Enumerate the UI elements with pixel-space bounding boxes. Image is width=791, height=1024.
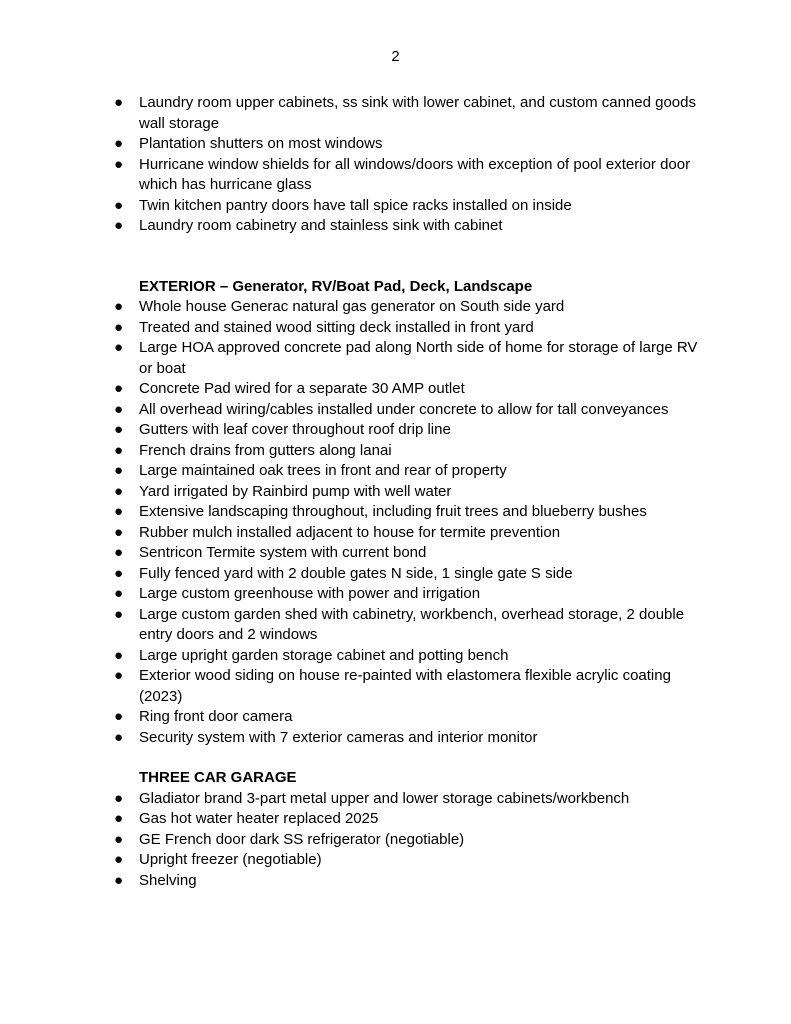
list-item-text: GE French door dark SS refrigerator (negotiable) (139, 830, 465, 848)
list-item (0, 584, 704, 605)
list-item-text: Large custom greenhouse with power and irrigation (139, 585, 481, 602)
list-item (0, 93, 704, 134)
list-item-text: Gutters with leaf cover throughout roof drip line (139, 421, 451, 438)
list-item (0, 646, 704, 667)
bullet-icon: ● (114, 523, 124, 541)
list-item (0, 871, 704, 892)
list-item (0, 461, 704, 482)
list-item-text: Twin kitchen pantry doors have tall spice racks installed on inside (139, 196, 572, 214)
list-item (0, 850, 704, 871)
list-item-text: Whole house Generac natural gas generator on South side yard (139, 298, 565, 315)
list-item (0, 502, 704, 523)
list-item-text: Extensive landscaping throughout, including fruit trees and blueberry bushes (139, 503, 647, 520)
list-item-text: Treated and stained wood sitting deck installed in front yard (139, 318, 534, 336)
list-item (0, 789, 704, 810)
list-item-text: Large maintained oak trees in front and rear of property (139, 462, 507, 479)
list-item-text: Large HOA approved concrete pad along North side of home for storage of large RV or boat (139, 339, 698, 377)
bullet-icon: ● (114, 708, 124, 725)
bullet-icon: ● (114, 789, 124, 807)
list-item-text: Ring front door camera (139, 708, 293, 725)
bullet-icon: ● (114, 441, 124, 459)
list-item-text: Gas hot water heater replaced 2025 (139, 810, 379, 827)
bullet-icon: ● (114, 318, 124, 336)
list-item (0, 196, 704, 217)
list-item (0, 441, 704, 462)
bullet-icon: ● (114, 482, 124, 500)
list-item-text: Rubber mulch installed adjacent to house for termite prevention (139, 523, 561, 541)
list-item-text: Hurricane window shields for all windows/doors with exception of pool exterior door which has hurricane glass (139, 155, 691, 193)
list-item (0, 318, 704, 339)
list-item (0, 482, 704, 503)
bullet-icon: ● (114, 605, 124, 623)
list-item-text: Plantation shutters on most windows (139, 135, 383, 152)
list-item-text: Large upright garden storage cabinet and potting bench (139, 646, 509, 664)
bullet-icon: ● (114, 400, 124, 418)
list-item (0, 297, 704, 318)
bullet-icon: ● (114, 564, 124, 582)
page-number: 2 (391, 48, 400, 65)
list-item-text: Laundry room cabinetry and stainless sink with cabinet (139, 217, 503, 234)
list-item (0, 155, 704, 196)
list-item-text: Upright freezer (negotiable) (139, 851, 322, 868)
list-item-text: Exterior wood siding on house re-painted with elastomera flexible acrylic coating (2023) (139, 667, 671, 705)
list-item (0, 543, 704, 564)
bullet-icon: ● (114, 339, 124, 356)
list-item-text: All overhead wiring/cables installed under concrete to allow for tall conveyances (139, 400, 669, 418)
list-item (0, 134, 704, 155)
bullet-icon: ● (114, 135, 124, 152)
garage-section-heading: THREE CAR GARAGE (139, 769, 297, 786)
list-item (0, 379, 704, 400)
list-item-text: Shelving (139, 871, 197, 889)
list-item (0, 420, 704, 441)
list-item (0, 400, 704, 421)
list-item (0, 830, 704, 851)
bullet-icon: ● (114, 503, 124, 520)
list-item-text: Large custom garden shed with cabinetry, workbench, overhead storage, 2 double entry doors and 2 windows (139, 605, 685, 643)
list-item (0, 564, 704, 585)
list-item-text: French drains from gutters along lanai (139, 441, 392, 459)
list-item (0, 523, 704, 544)
section-spacer (0, 748, 791, 768)
bullet-icon: ● (114, 462, 124, 479)
bullet-icon: ● (114, 380, 124, 397)
list-item-text: Laundry room upper cabinets, ss sink with lower cabinet, and custom canned goods wall storage (139, 94, 696, 132)
list-item (0, 809, 704, 830)
bullet-icon: ● (114, 421, 124, 438)
list-item-text: Gladiator brand 3-part metal upper and lower storage cabinets/workbench (139, 789, 630, 807)
bullet-icon: ● (114, 871, 124, 889)
list-item (0, 707, 704, 728)
section-spacer (0, 237, 791, 277)
bullet-icon: ● (114, 646, 124, 664)
document-body (0, 93, 791, 891)
list-item (0, 338, 704, 379)
bullet-icon: ● (114, 298, 124, 315)
bullet-icon: ● (114, 830, 124, 848)
bullet-icon: ● (114, 155, 124, 173)
bullet-icon: ● (114, 196, 124, 214)
bullet-icon: ● (114, 667, 124, 684)
list-item (0, 666, 704, 707)
list-item-text: Security system with 7 exterior cameras and interior monitor (139, 728, 538, 746)
list-item (0, 728, 704, 749)
list-item (0, 605, 704, 646)
list-item-text: Sentricon Termite system with current bond (139, 544, 427, 561)
bullet-icon: ● (114, 544, 124, 561)
bullet-icon: ● (114, 94, 124, 111)
bullet-icon: ● (114, 851, 124, 868)
list-item (0, 216, 704, 237)
bullet-icon: ● (114, 585, 124, 602)
bullet-icon: ● (114, 728, 124, 746)
garage-feature-list (0, 789, 791, 892)
list-item-text: Fully fenced yard with 2 double gates N side, 1 single gate S side (139, 564, 573, 582)
list-item-text: Concrete Pad wired for a separate 30 AMP outlet (139, 380, 465, 397)
list-item-text: Yard irrigated by Rainbird pump with well water (139, 482, 452, 500)
exterior-feature-list (0, 297, 791, 748)
interior-feature-list (0, 93, 791, 237)
bullet-icon: ● (114, 217, 124, 234)
bullet-icon: ● (114, 810, 124, 827)
exterior-section-heading: EXTERIOR – Generator, RV/Boat Pad, Deck, Landscape (139, 277, 533, 295)
